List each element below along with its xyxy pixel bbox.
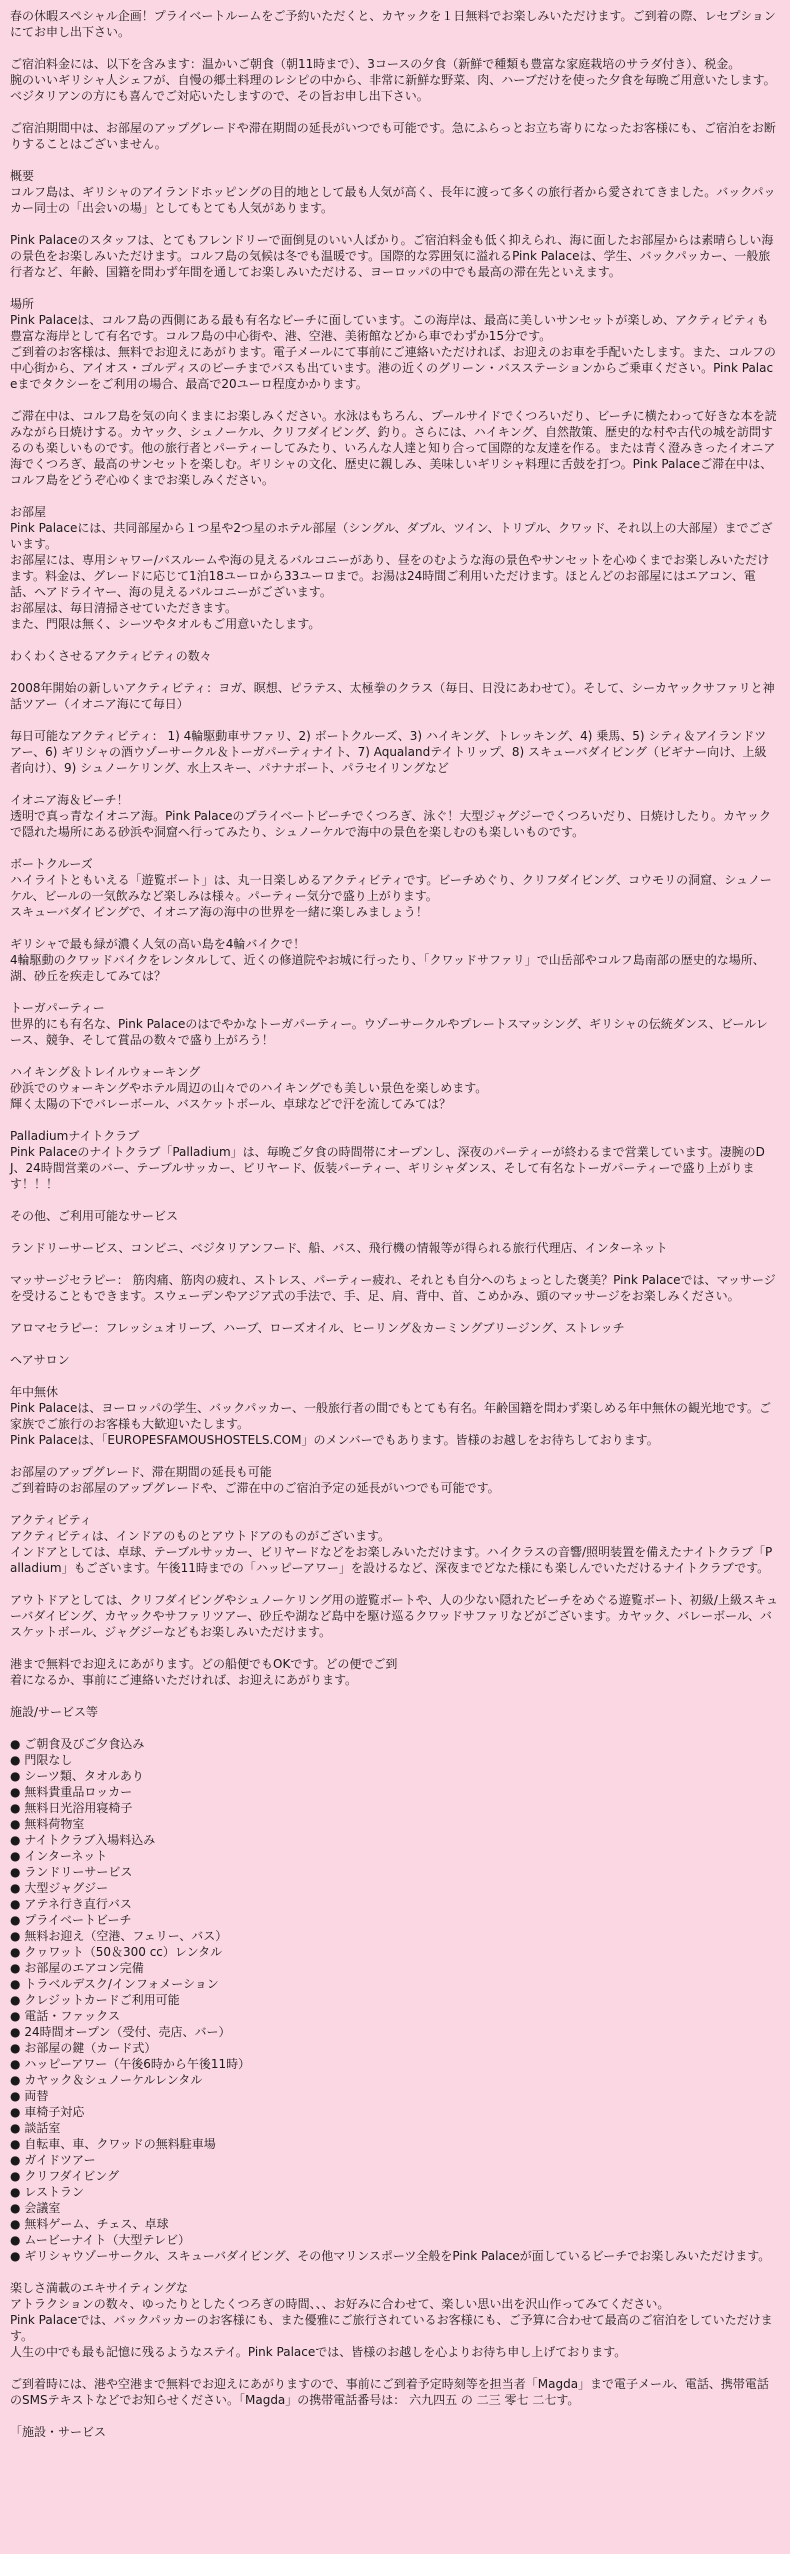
body-paragraph xyxy=(10,1240,778,1256)
body-line: ヘアサロン xyxy=(10,1353,70,1367)
facility-item xyxy=(10,2040,778,2056)
facility-label: 無料貴重品ロッカー xyxy=(24,1785,133,1799)
facility-label: ナイトクラブ入場料込み xyxy=(24,1833,156,1847)
facility-label: ガイドツアー xyxy=(24,2153,96,2167)
body-paragraph xyxy=(10,1464,778,1496)
body-line: Pink Palaceは、コルフ島の西側にある最も有名なビーチに面しています。この海岸は、最高に美しいサンセットが楽しめ、アクティビティも豊富な海岸として有名です。コルフ島の中心街や、港、空港、美術館などから車でわずか15分です。 xyxy=(10,313,769,343)
facility-label: 24時間オープン（受付、売店、バー） xyxy=(24,2025,231,2039)
facility-label: 談話室 xyxy=(24,2121,61,2135)
body-line: ボートクルーズ xyxy=(10,857,93,871)
body-paragraph xyxy=(10,728,778,776)
facility-item xyxy=(10,2248,778,2264)
body-paragraph xyxy=(10,1656,778,1688)
facility-label: 無料日光浴用寝椅子 xyxy=(24,1801,133,1815)
facility-item xyxy=(10,1768,778,1784)
facility-item xyxy=(10,1784,778,1800)
facility-item xyxy=(10,2056,778,2072)
facility-item xyxy=(10,2184,778,2200)
body-line: 年中無休 xyxy=(10,1385,59,1399)
body-line: 4輪駆動のクワッドバイクをレンタルして、近くの修道院やお城に行ったり、「クワッドサファリ」で山岳部やコルフ島南部の歴史的な場所、湖、砂丘を疾走してみては？ xyxy=(10,953,765,983)
facility-label: シーツ類、タオルあり xyxy=(24,1769,144,1783)
facility-label: プライベートビーチ xyxy=(24,1913,132,1927)
facility-item xyxy=(10,2200,778,2216)
facility-item xyxy=(10,1832,778,1848)
bullet-icon: ● xyxy=(10,1993,21,2007)
facility-item xyxy=(10,1912,778,1928)
facility-item xyxy=(10,2136,778,2152)
facility-label: ご朝食及びご夕食込み xyxy=(24,1737,145,1751)
closing-line: ご到着時には、港や空港まで無料でお迎えにあがりますので、事前にご到着予定時刻等を担当者「Magda」まで電子メール、電話、携帯電話のSMSテキストなどでお知らせください。「Magda」の携帯電話番号は： 六九四五 の 二三 零七 二七す。 xyxy=(10,2377,769,2407)
footer-line: 「施設・サービス xyxy=(10,2425,107,2439)
facility-item xyxy=(10,2120,778,2136)
bullet-icon: ● xyxy=(10,2217,21,2231)
body-paragraph xyxy=(10,1352,778,1368)
bullet-icon: ● xyxy=(10,2201,21,2215)
body-paragraph xyxy=(10,1000,778,1048)
bullet-icon: ● xyxy=(10,1737,21,1751)
closing-section xyxy=(10,2280,778,2408)
facility-label: 会議室 xyxy=(24,2201,61,2215)
body-paragraph xyxy=(10,56,778,104)
bullet-icon: ● xyxy=(10,1913,21,1927)
bullet-icon: ● xyxy=(10,1945,21,1959)
body-line: 港まで無料でお迎えにあがります。どの船便でもOKです。どの便でご到 xyxy=(10,1657,398,1671)
body-paragraph xyxy=(10,1272,778,1304)
body-paragraph xyxy=(10,1384,778,1448)
facility-item xyxy=(10,1864,778,1880)
facility-item xyxy=(10,2232,778,2248)
bullet-icon: ● xyxy=(10,2057,21,2071)
facility-label: ランドリーサービス xyxy=(24,1865,133,1879)
facility-label: お部屋のエアコン完備 xyxy=(24,1961,144,1975)
facility-item xyxy=(10,2008,778,2024)
body-line: トーガパーティー xyxy=(10,1001,105,1015)
facility-label: レストラン xyxy=(24,2185,84,2199)
facility-item xyxy=(10,1976,778,1992)
body-line: Pink Palaceは、「EUROPESFAMOUSHOSTELS.COM」のメンバーでもあります。皆様のお越しをお待ちしております。 xyxy=(10,1433,659,1447)
body-paragraph xyxy=(10,680,778,712)
body-line: ご宿泊期間中は、お部屋のアップグレードや滞在期間の延長がいつでも可能です。急にふらっとお立ち寄りになったお客様にも、ご宿泊をお断りすることはございません。 xyxy=(10,121,776,151)
facility-item xyxy=(10,1816,778,1832)
body-paragraph xyxy=(10,232,778,280)
closing-line: アトラクションの数々、ゆったりとしたくつろぎの時間、、、お好みに合わせて、楽しい思い出を沢山作ってみてください。 xyxy=(10,2297,670,2311)
facility-label: お部屋の鍵（カード式） xyxy=(24,2041,157,2055)
bullet-icon: ● xyxy=(10,1881,21,1895)
facility-label: クレジットカードご利用可能 xyxy=(24,1993,180,2007)
facility-label: クリフダイビング xyxy=(24,2169,119,2183)
facility-item xyxy=(10,1800,778,1816)
body-line: ハイキング＆トレイルウォーキング xyxy=(10,1065,201,1079)
bullet-icon: ● xyxy=(10,2137,21,2151)
body-line: 着になるか、事前にご連絡いただければ、お迎えにあがります。 xyxy=(10,1673,358,1687)
facility-label: 無料お迎え（空港、フェリー、バス） xyxy=(24,1929,228,1943)
facility-label: 無料荷物室 xyxy=(24,1817,85,1831)
body-line: ご宿泊料金には、以下を含みます：温かいご朝食（朝11時まで）、3コースの夕食（新鮮で種類も豊富な家庭栽培のサラダ付き）、税金。 xyxy=(10,57,741,71)
body-line: コルフ島は、ギリシャのアイランドホッピングの目的地として最も人気が高く、長年に渡って多くの旅行者から愛されてきました。バックパッカー同士の「出会いの場」としてもとても人気があります。 xyxy=(10,185,776,215)
body-line: アウトドアとしては、クリフダイビングやシュノーケリング用の遊覧ボートや、人の少ない隠れたビーチをめぐる遊覧ボート、初級/上級スキューバダイビング、カヤックやサファリツアー、砂丘や湖など島中を駆け巡るクワッドサファリなどがございます。カヤック、バレーボール、バスケットボール、ジャグジーなどもお楽しみいただけます。 xyxy=(10,1593,778,1639)
body-line: 世界的にも有名な、Pink Palaceのはでやかなトーガパーティー。ウゾーサークルやプレートスマッシング、ギリシャの伝統ダンス、ビールレース、競争、そして賞品の数々で盛り上がろう！ xyxy=(10,1017,768,1047)
body-line: お部屋のアップグレード、滞在期間の延長も可能 xyxy=(10,1465,272,1479)
body-line: ランドリーサービス、コンビニ、ベジタリアンフード、船、バス、飛行機の情報等が得られる旅行代理店、インターネット xyxy=(10,1241,668,1255)
facility-label: ムービーナイト（大型テレビ） xyxy=(24,2233,191,2247)
body-line: マッサージセラピー： 筋肉痛、筋肉の疲れ、ストレス、パーティー疲れ、それとも自分へのちょっとした褒美？Pink Palaceでは、マッサージを受けることもできます。スウェーデンやアジア式の手法で、手、足、肩、背中、首、こめかみ、頭のマッサージをお楽しみください。 xyxy=(10,1273,776,1303)
facility-label: インターネット xyxy=(24,1849,108,1863)
facilities-list xyxy=(10,1736,778,2264)
body-line: アクティビティ xyxy=(10,1513,92,1527)
closing-paragraph xyxy=(10,2376,778,2408)
body-line: インドアとしては、卓球、テーブルサッカー、ビリヤードなどをお楽しみいただけます。ハイクラスの音響/照明装置を備えたナイトクラブ「Palladium」もございます。午後11時までの「ハッピーアワー」を設けるなど、深夜までどなた様にも楽しんでいただけるナイトクラブです。 xyxy=(10,1545,773,1575)
bullet-icon: ● xyxy=(10,2153,21,2167)
facility-item xyxy=(10,1736,778,1752)
facility-item xyxy=(10,2216,778,2232)
body-paragraph xyxy=(10,8,778,40)
body-line: 施設/サービス等 xyxy=(10,1705,99,1719)
facility-item xyxy=(10,1848,778,1864)
bullet-icon: ● xyxy=(10,2041,21,2055)
bullet-icon: ● xyxy=(10,1977,21,1991)
facility-item xyxy=(10,2024,778,2040)
body-paragraph xyxy=(10,504,778,632)
body-paragraph xyxy=(10,792,778,840)
body-paragraph xyxy=(10,856,778,920)
facility-label: アテネ行き直行バス xyxy=(24,1897,132,1911)
facility-item xyxy=(10,1752,778,1768)
bullet-icon: ● xyxy=(10,1753,21,1767)
facility-label: 電話・ファックス xyxy=(24,2009,120,2023)
body-line: ご到着のお客様は、無料でお迎えにあがります。電子メールにて事前にご連絡いただければ、お迎えのお車を手配いたします。また、コルフの中心街から、アイオス・ゴルディスのビーチまでバスも出ています。港の近くのグリーン・バスステーションからご乗車ください。Pink Palaceまでタクシーをご利用の場合、最高で20ユーロ程度かかります。 xyxy=(10,345,776,391)
body-line: Pink Palaceのスタッフは、とてもフレンドリーで面倒見のいい人ばかり。ご宿泊料金も低く抑えられ、海に面したお部屋からは素晴らしい海の景色をお楽しみいただけます。コルフ島の気候は冬でも温暖です。国際的な雰囲気に溢れるPink Palaceは、学生、バックパッカー、一般旅行者など、年齢、国籍を問わず年間を通してお楽しみいただける、ヨーロッパの中でも最高の滞在先といえます。 xyxy=(10,233,774,279)
facility-label: 門限なし xyxy=(24,1753,73,1767)
facility-item xyxy=(10,2072,778,2088)
body-line: 輝く太陽の下でバレーボール、バスケットボール、卓球などで汗を流してみては？ xyxy=(10,1097,452,1111)
body-line: お部屋には、専用シャワー/バスルームや海の見えるバルコニーがあり、昼をのむような海の景色やサンセットを心ゆくまでお楽しみいただけます。料金は、グレードに応じて1泊18ユーロから33ユーロまで。お湯は24時間ご利用いただけます。ほとんどのお部屋にはエアコン、電話、ヘアドライヤー、海の見えるバルコニーがございます。 xyxy=(10,553,770,599)
body-line: お部屋 xyxy=(10,505,47,519)
body-line: アロマセラピー：フレッシュオリーブ、ハーブ、ローズオイル、ヒーリング＆カーミングブリージング、ストレッチ xyxy=(10,1321,625,1335)
body-line: 2008年開始の新しいアクティビティ：ヨガ、瞑想、ピラテス、太極拳のクラス（毎日、日没にあわせて）。そして、シーカヤックサファリと神話ツアー（イオニア海にて毎日） xyxy=(10,681,775,711)
body-line: 毎日可能なアクティビティ： 1) 4輪駆動車サファリ、2) ボートクルーズ、3) ハイキング、トレッキング、4) 乗馬、5) シティ＆アイランドツアー、6) ギリシャの酒ウゾーサークル＆トーガパーティナイト、7) Aqualandテイトリップ、8) スキューバダイビング（ビギナー向け、上級者向け）、9) シュノーケリング、水上スキー、パナナボート、パラセイリングなど xyxy=(10,729,767,775)
bullet-icon: ● xyxy=(10,1961,21,1975)
body-paragraph xyxy=(10,408,778,488)
facility-item xyxy=(10,1992,778,2008)
facility-item xyxy=(10,2104,778,2120)
bullet-icon: ● xyxy=(10,2185,21,2199)
body-line: 春の休暇スペシャル企画！プライベートルームをご予約いただくと、カヤックを１日無料でお楽しみいただけます。ご到着の際、レセプションにてお申し出下さい。 xyxy=(10,9,776,39)
bullet-icon: ● xyxy=(10,2009,21,2023)
bullet-icon: ● xyxy=(10,2105,21,2119)
bullet-icon: ● xyxy=(10,2073,21,2087)
description-body xyxy=(10,8,778,1720)
bullet-icon: ● xyxy=(10,1849,21,1863)
body-line: Pink Palaceのナイトクラブ「Palladium」は、毎晩ご夕食の時間帯にオープンし、深夜のパーティーが終わるまで営業しています。凄腕のDJ、24時間営業のバー、テーブルサッカー、ビリヤード、仮装パーティー、ギリシャダンス、そして有名なトーガパーティーで盛り上がります！！！ xyxy=(10,1145,765,1191)
body-paragraph xyxy=(10,1064,778,1112)
body-paragraph xyxy=(10,1128,778,1192)
body-line: また、門限は無く、シーツやタオルもご用意いたします。 xyxy=(10,617,321,631)
facility-item xyxy=(10,2088,778,2104)
body-line: ご到着時のお部屋のアップグレードや、ご滞在中のご宿泊予定の延長がいつでも可能です。 xyxy=(10,1481,500,1495)
body-paragraph xyxy=(10,1320,778,1336)
body-paragraph xyxy=(10,1512,778,1576)
body-paragraph xyxy=(10,1592,778,1640)
facility-label: 車椅子対応 xyxy=(24,2105,85,2119)
closing-paragraph xyxy=(10,2280,778,2360)
body-line: わくわくさせるアクティビティの数々 xyxy=(10,649,212,663)
body-paragraph xyxy=(10,1704,778,1720)
body-line: ギリシャで最も緑が濃く人気の高い島を4輪バイクで！ xyxy=(10,937,306,951)
bullet-icon: ● xyxy=(10,1801,21,1815)
body-line: アクティビティは、インドアのものとアウトドアのものがございます。 xyxy=(10,1529,391,1543)
section-spacer xyxy=(10,2264,778,2280)
bullet-icon: ● xyxy=(10,2089,21,2103)
facility-label: ハッピーアワー（午後6時から午後11時） xyxy=(24,2057,251,2071)
closing-line: Pink Palaceでは、バックパッカーのお客様にも、また優雅にご旅行されているお客様にも、ご予算に合わせて最高のご宿泊をしていただけます。 xyxy=(10,2313,773,2343)
body-line: 腕のいいギリシャ人シェフが、自慢の郷土料理のレシピの中から、非常に新鮮な野菜、肉、ハーブだけを使った夕食を毎晩ご用意いたします。ベジタリアンの方にも喜んでご対応いたしますので、その旨お申し出下さい。 xyxy=(10,73,776,103)
facility-item xyxy=(10,2152,778,2168)
facility-label: 両替 xyxy=(24,2089,49,2103)
body-line: Pink Palaceは、ヨーロッパの学生、バックパッカー、一般旅行者の間でもとても有名。年齢国籍を問わず楽しめる年中無休の観光地です。ご家族でご旅行のお客様も大歓迎いたします。 xyxy=(10,1401,771,1431)
body-line: ご滞在中は、コルフ島を気の向くままにお楽しみください。水泳はもちろん、プールサイドでくつろいだり、ビーチに横たわって好きな本を読みながら日焼けする。カヤック、シュノーケル、クリフダイビング、釣り。さらには、ハイキング、自然散策、歴史的な村や古代の城を訪問するのも楽しいものです。他の旅行者とパーティーしてみたり、いろんな人達と知り合って国際的な友達を作る。または青く澄みきったイオニア海でくつろぎ、最高のサンセットを楽しむ。ギリシャの文化、歴史に親しみ、美味しいギリシャ料理に舌鼓を打つ。Pink Palaceご滞在中は、コルフ島をどうぞ心ゆくまでお楽しみください。 xyxy=(10,409,777,487)
body-line: 透明で真っ青なイオニア海。Pink Palaceのプライベートビーチでくつろぎ、泳ぐ！大型ジャグジーでくつろいだり、日焼けしたり。カヤックで隠れた場所にある砂浜や洞窟へ行ってみたり、シュノーケルで海中の景色を楽しむのも楽しいものです。 xyxy=(10,809,771,839)
bullet-icon: ● xyxy=(10,2121,21,2135)
body-line: Palladiumナイトクラブ xyxy=(10,1129,140,1143)
facility-label: クヮワット（50＆300 cc）レンタル xyxy=(24,1945,223,1959)
bullet-icon: ● xyxy=(10,1785,21,1799)
bullet-icon: ● xyxy=(10,1769,21,1783)
body-line: 砂浜でのウォーキングやホテル周辺の山々でのハイキングでも美しい景色を楽しめます。 xyxy=(10,1081,488,1095)
facility-label: トラベルデスク/インフォメーション xyxy=(24,1977,219,1991)
body-paragraph xyxy=(10,936,778,984)
facility-item xyxy=(10,1896,778,1912)
bullet-icon: ● xyxy=(10,2233,21,2247)
body-paragraph xyxy=(10,296,778,392)
body-line: お部屋は、毎日清掃させていただきます。 xyxy=(10,601,238,615)
body-line: ハイライトともいえる「遊覧ボート」は、丸一日楽しめるアクティビティです。ビーチめぐり、クリフダイビング、コウモリの洞窟、シュノーケル、ビールの一気飲みなど楽しみは様々。パーティー気分で盛り上がります。 xyxy=(10,873,772,903)
body-line: イオニア海＆ビーチ！ xyxy=(10,793,129,807)
closing-line: 人生の中でも最も記憶に残るようなステイ。Pink Palaceでは、皆様のお越しを心よりお待ち申し上げております。 xyxy=(10,2345,627,2359)
body-line: 概要 xyxy=(10,169,35,183)
bullet-icon: ● xyxy=(10,1897,21,1911)
facility-item xyxy=(10,1880,778,1896)
facility-label: ギリシャウゾーサークル、スキューバダイビング、その他マリンスポーツ全般をPink Palaceが面しているビーチでお楽しみいただけます。 xyxy=(24,2249,771,2263)
facility-label: 自転車、車、クワッドの無料駐車場 xyxy=(24,2137,216,2151)
body-paragraph xyxy=(10,120,778,152)
facility-label: 大型ジャグジー xyxy=(24,1881,109,1895)
body-paragraph xyxy=(10,1208,778,1224)
facility-label: 無料ゲーム、チェス、卓球 xyxy=(24,2217,169,2231)
facility-item xyxy=(10,2168,778,2184)
bullet-icon: ● xyxy=(10,2025,21,2039)
facility-item xyxy=(10,1928,778,1944)
body-paragraph xyxy=(10,168,778,216)
body-line: その他、ご利用可能なサービス xyxy=(10,1209,179,1223)
facility-item xyxy=(10,1944,778,1960)
body-paragraph xyxy=(10,648,778,664)
bullet-icon: ● xyxy=(10,1865,21,1879)
bullet-icon: ● xyxy=(10,2169,21,2183)
closing-line: 楽しさ満載のエキサイティングな xyxy=(10,2281,188,2295)
body-line: 場所 xyxy=(10,297,35,311)
facility-item xyxy=(10,1960,778,1976)
bullet-icon: ● xyxy=(10,1929,21,1943)
body-line: スキューバダイビングで、イオニア海の海中の世界を一緒に楽しみましょう！ xyxy=(10,905,428,919)
facility-label: カヤック＆シュノーケルレンタル xyxy=(24,2073,203,2087)
bullet-icon: ● xyxy=(10,2249,21,2263)
body-line: Pink Palaceには、共同部屋から１つ星や2つ星のホテル部屋（シングル、ダブル、ツイン、トリプル、クワッド、それ以上の大部屋）までございます。 xyxy=(10,521,773,551)
bullet-icon: ● xyxy=(10,1833,21,1847)
bullet-icon: ● xyxy=(10,1817,21,1831)
